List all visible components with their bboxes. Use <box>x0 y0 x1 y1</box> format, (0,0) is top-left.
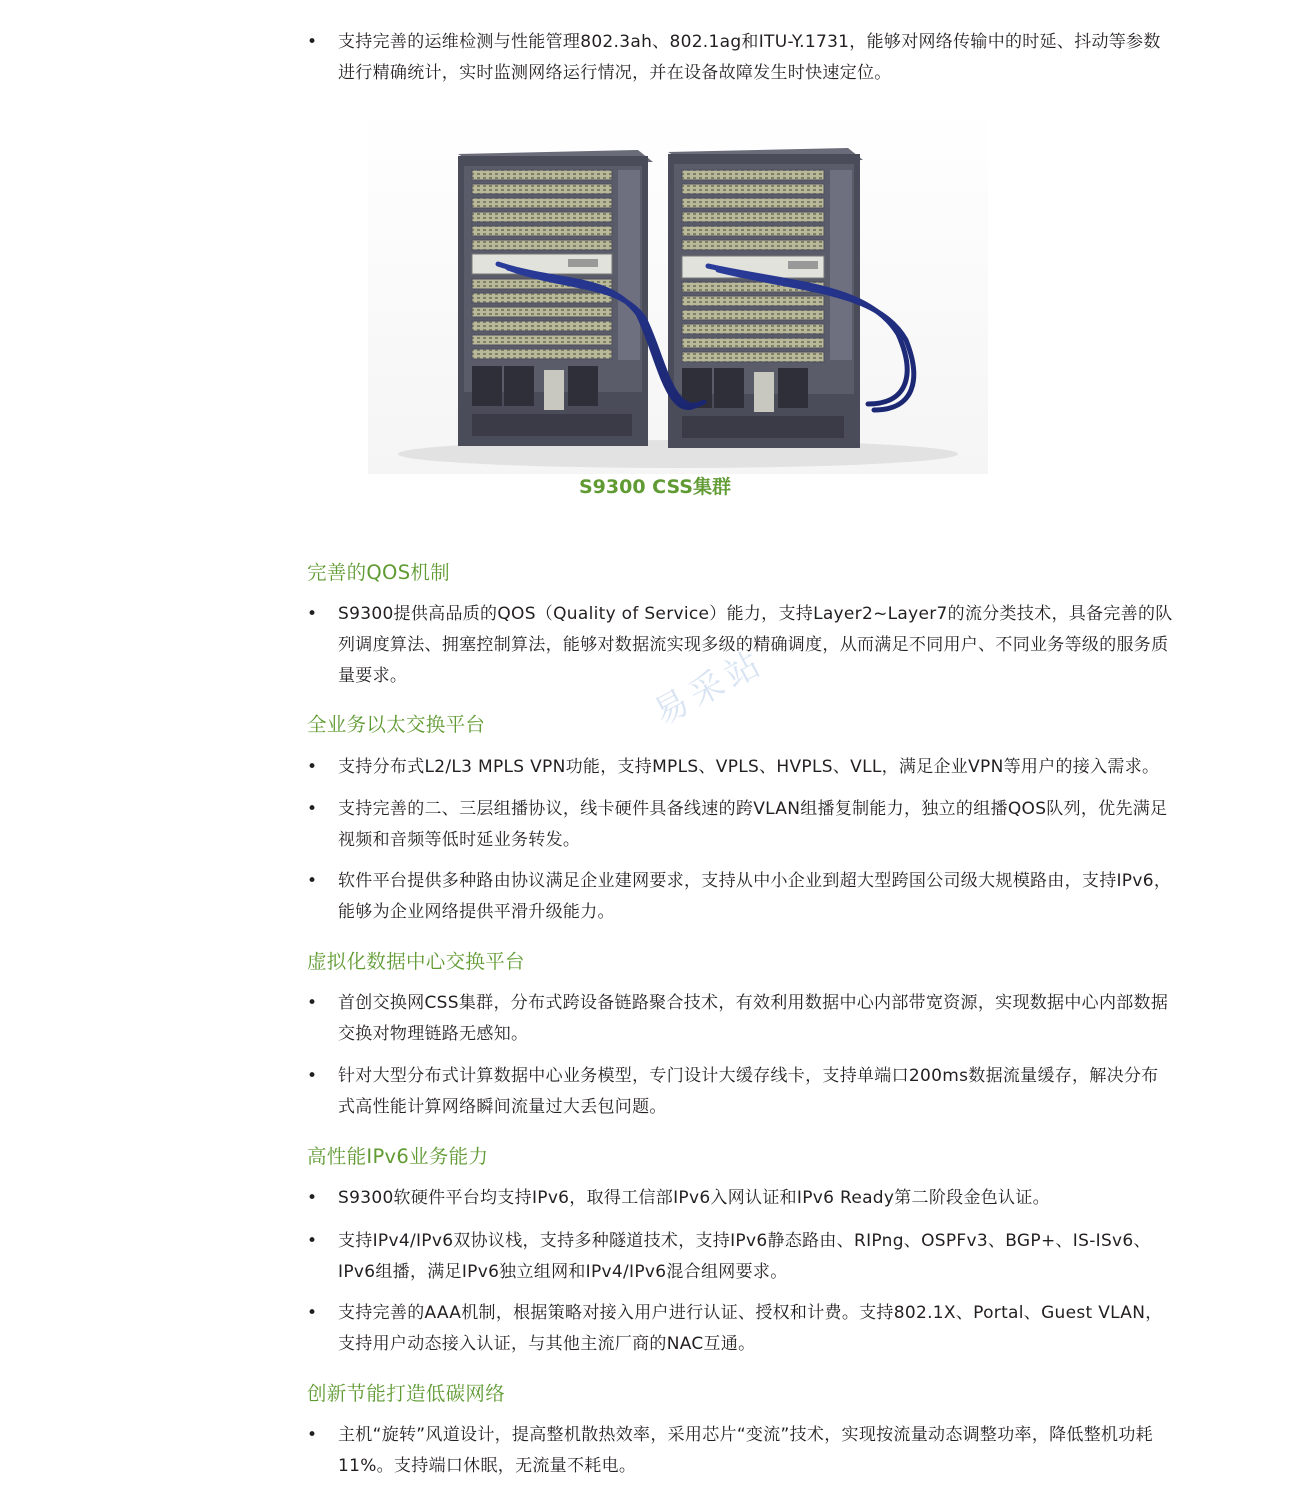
bullet-dot: • <box>307 604 318 624</box>
section-heading-energy-saving: 创新节能打造低碳网络 <box>307 1382 506 1405</box>
bullet-dot: • <box>307 1066 318 1086</box>
bullet-text: 支持完善的二、三层组播协议，线卡硬件具备线速的跨VLAN组播复制能力，独立的组播QOS队列，优先满足视频和音频等低时延业务转发。 <box>338 799 1168 850</box>
bullet-dot: • <box>307 1188 318 1208</box>
bullet-text: 针对大型分布式计算数据中心业务模型，专门设计大缓存线卡，支持单端口200ms数据流量缓存，解决分布式高性能计算网络瞬间流量过大丢包问题。 <box>338 1066 1159 1117</box>
section-heading-datacenter: 虚拟化数据中心交换平台 <box>307 950 525 973</box>
bullet-dot: • <box>307 32 318 52</box>
section-heading-ethernet-platform: 全业务以太交换平台 <box>307 713 486 736</box>
bullet-item <box>307 866 1173 928</box>
s9300-css-cluster-photo <box>368 104 988 474</box>
bullet-dot: • <box>307 799 318 819</box>
bullet-item <box>307 1183 1173 1214</box>
figure-caption: S9300 CSS集群 <box>579 476 731 498</box>
bullet-item <box>307 1298 1173 1360</box>
bullet-text: 支持分布式L2/L3 MPLS VPN功能，支持MPLS、VPLS、HVPLS、VLL，满足企业VPN等用户的接入需求。 <box>338 757 1160 777</box>
section-heading-ipv6: 高性能IPv6业务能力 <box>307 1145 489 1168</box>
bullet-item <box>307 1061 1173 1123</box>
bullet-text: 支持完善的AAA机制，根据策略对接入用户进行认证、授权和计费。支持802.1X、Portal、Guest VLAN，支持用户动态接入认证，与其他主流厂商的NAC互通。 <box>338 1303 1163 1354</box>
bullet-dot: • <box>307 993 318 1013</box>
bullet-item <box>307 794 1173 856</box>
bullet-item <box>307 752 1173 783</box>
bullet-item <box>307 599 1173 692</box>
bullet-dot: • <box>307 871 318 891</box>
bullet-dot: • <box>307 757 318 777</box>
bullet-dot: • <box>307 1303 318 1323</box>
bullet-text: 软件平台提供多种路由协议满足企业建网要求，支持从中小企业到超大型跨国公司级大规模路由，支持IPv6，能够为企业网络提供平滑升级能力。 <box>338 871 1172 922</box>
bullet-dot: • <box>307 1425 318 1445</box>
bullet-text: 支持完善的运维检测与性能管理802.3ah、802.1ag和ITU-Y.1731，能够对网络传输中的时延、抖动等参数进行精确统计，实时监测网络运行情况，并在设备故障发生时快速定位。 <box>338 32 1161 83</box>
bullet-text: S9300提供高品质的QOS（Quality of Service）能力，支持Layer2~Layer7的流分类技术，具备完善的队列调度算法、拥塞控制算法，能够对数据流实现多级的精确调度，从而满足不同用户、不同业务等级的服务质量要求。 <box>338 604 1173 686</box>
bullet-text: 主机“旋转”风道设计，提高整机散热效率，采用芯片“变流”技术，实现按流量动态调整功率，降低整机功耗11%。支持端口休眠，无流量不耗电。 <box>338 1425 1153 1476</box>
bullet-item <box>307 988 1173 1050</box>
watermark: 易采站 <box>647 641 773 734</box>
bullet-item <box>307 1226 1173 1288</box>
bullet-item <box>307 1420 1173 1482</box>
intro-bullet <box>307 27 1173 89</box>
bullet-text: S9300软硬件平台均支持IPv6，取得工信部IPv6入网认证和IPv6 Ready第二阶段金色认证。 <box>338 1188 1050 1208</box>
bullet-dot: • <box>307 1231 318 1251</box>
bullet-text: 首创交换网CSS集群，分布式跨设备链路聚合技术，有效利用数据中心内部带宽资源，实现数据中心内部数据交换对物理链路无感知。 <box>338 993 1169 1044</box>
section-heading-qos: 完善的QOS机制 <box>307 561 450 584</box>
bullet-text: 支持IPv4/IPv6双协议栈，支持多种隧道技术，支持IPv6静态路由、RIPng、OSPFv3、BGP+、IS-ISv6、IPv6组播，满足IPv6独立组网和IPv4/IPv6混合组网要求。 <box>338 1231 1151 1282</box>
